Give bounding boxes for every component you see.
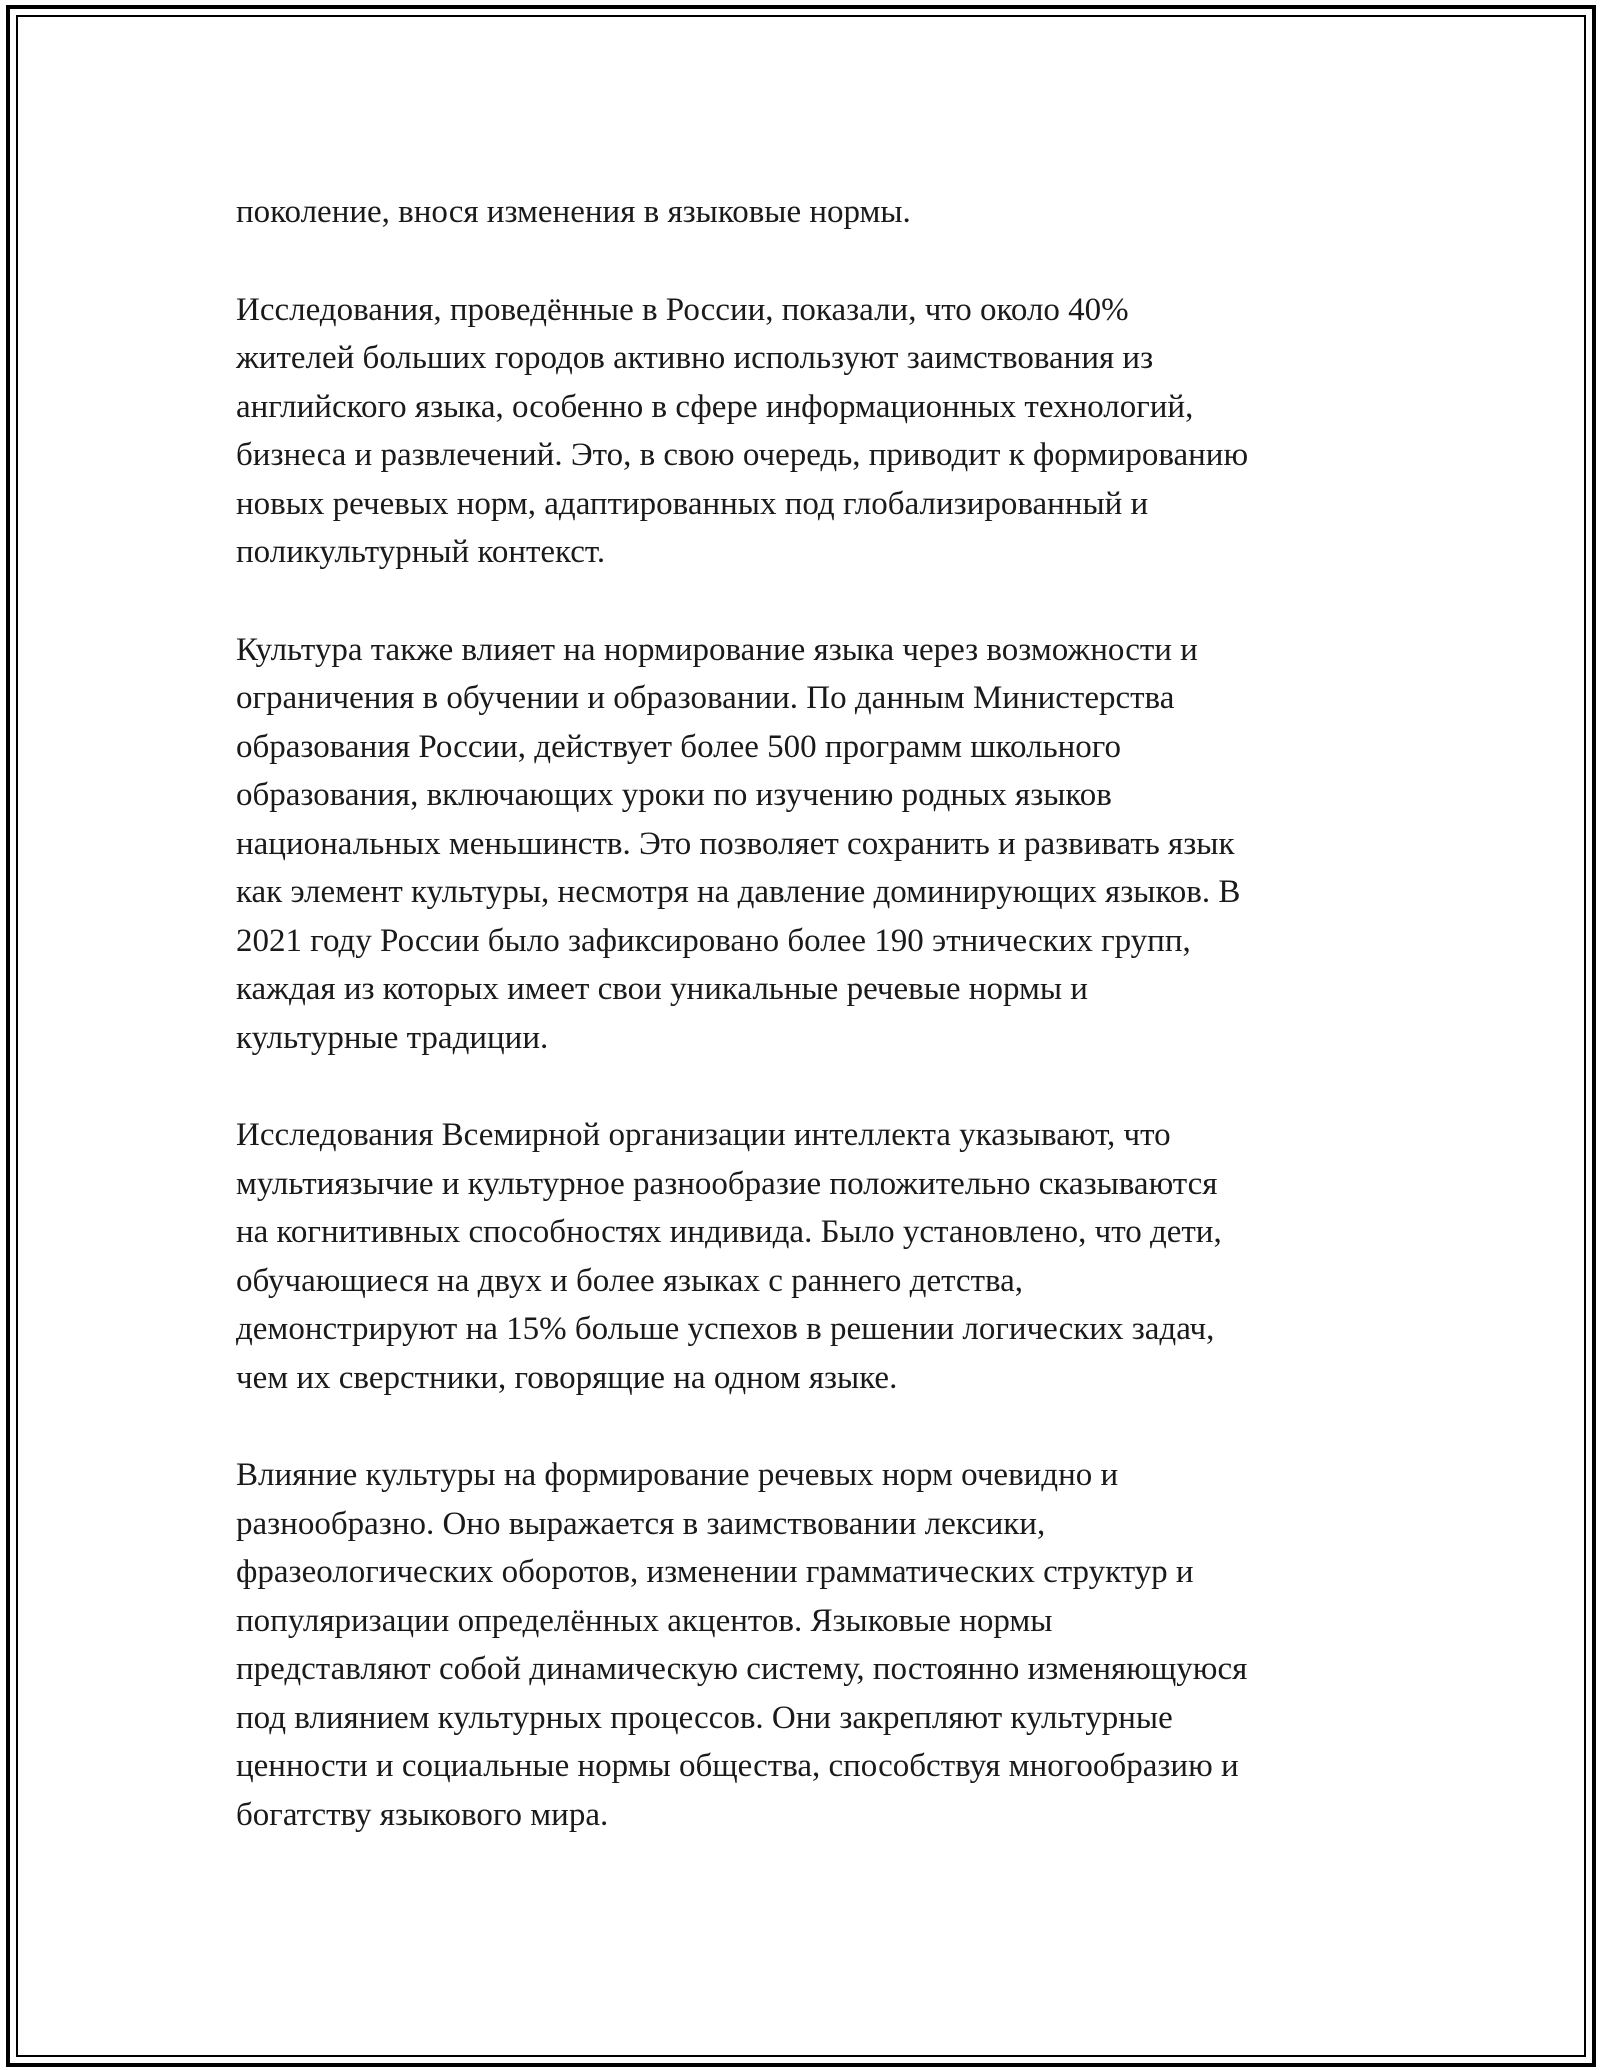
- paragraph-4: Исследования Всемирной организации интеллекта указывают, что мультиязычие и культурное разнообразие положительно сказываются на когнитивных способностях индивида. Было установлено, что дети, обучающиеся на двух и более языках с раннего детства, демонстрируют на 15% больше успехов в решении логических задач, чем их сверстники, говорящие на одном языке.: [236, 1117, 1222, 1396]
- paragraph-3: Культура также влияет на нормирование языка через возможности и ограничения в обучении и образовании. По данным Министерства образования России, действует более 500 программ школьного образования, включающих уроки по изучению родных языков национальных меньшинств. Это позволяет сохранить и развивать язык как элемент культуры, несмотря на давление доминирующих языков. В 2021 году России было зафиксировано более 190 этнических групп, каждая из которых имеет свои уникальные речевые нормы и культурные традиции.: [236, 631, 1241, 1056]
- paragraph-1: поколение, внося изменения в языковые нормы.: [236, 194, 911, 230]
- paragraph-2: Исследования, проведённые в России, показали, что около 40% жителей больших городов активно используют заимствования из английского языка, особенно в сфере информационных технологий, бизнеса и развлечений. Это, в свою очередь, приводит к формированию новых речевых норм, адаптированных под глобализированный и поликультурный контекст.: [236, 291, 1249, 570]
- document-body: [236, 188, 1396, 1888]
- paragraph-5: Влияние культуры на формирование речевых норм очевидно и разнообразно. Оно выражается в заимствовании лексики, фразеологических оборотов, изменении грамматических структур и популяризации определённых акцентов. Языковые нормы представляют собой динамическую систему, постоянно изменяющуюся под влиянием культурных процессов. Они закрепляют культурные ценности и социальные нормы общества, способствуя многообразию и богатству языкового мира.: [236, 1457, 1248, 1833]
